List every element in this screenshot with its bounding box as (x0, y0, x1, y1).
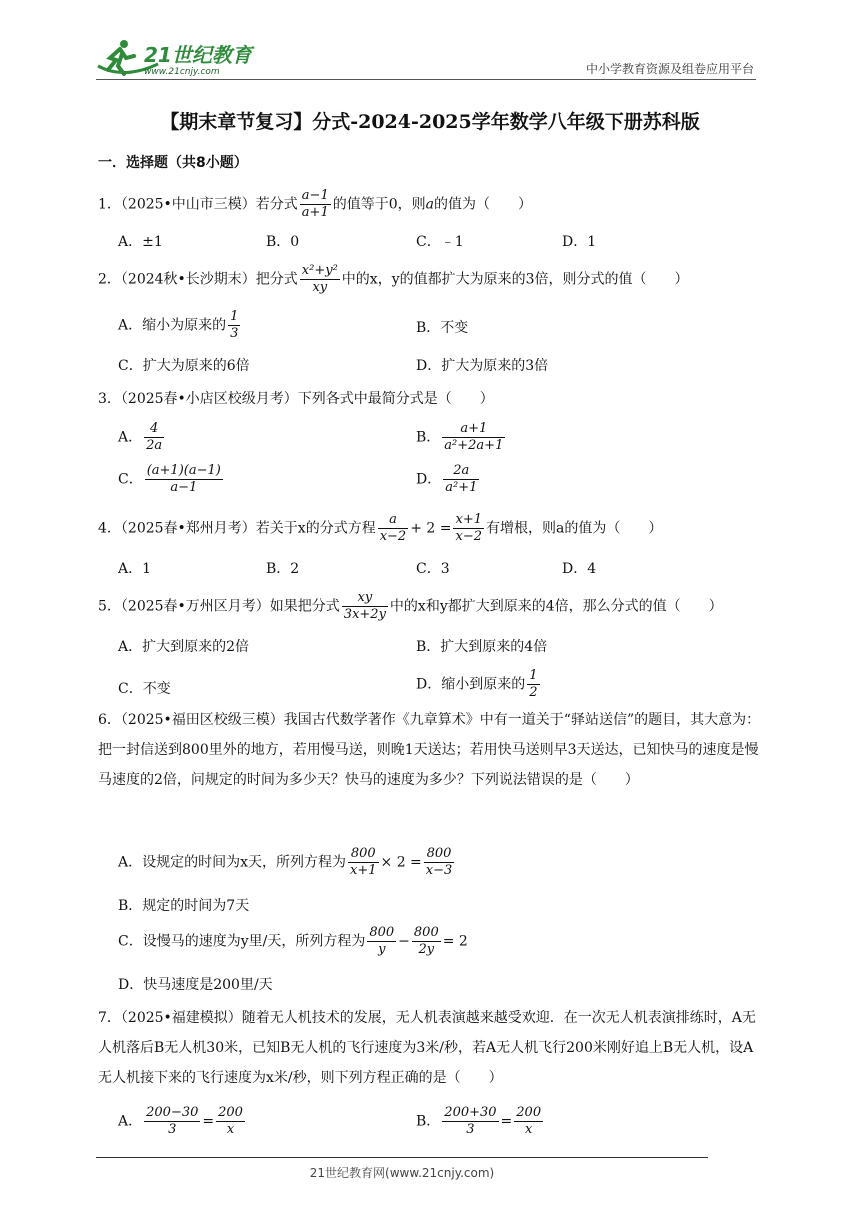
fraction: $\frac{200-30}{3}$ (146, 1105, 199, 1137)
q6-option-c: C．设慢马的速度为y里/天，所列方程为 $\frac{800}{y}$ − $\frac{800}{2y}$ = 2 (118, 925, 468, 957)
question-5: 5．（2025春•万州区月考）如果把分式 $\frac{xy}{3x+2y}$ 中的x和y都扩大到原来的4倍，那么分式的值（ ） (98, 590, 723, 622)
q3-option-c: C． $\frac{(a+1)(a-1)}{a-1}$ (118, 463, 221, 495)
q1-option-a: A．±1 (118, 234, 163, 250)
q5-option-c: C．不变 (118, 681, 171, 697)
q2-option-b: B．不变 (416, 320, 469, 336)
question-6: 6．（2025•福田区校级三模）我国古代数学著作《九章算术》中有一道关于“驿站送信”的题目，其大意为：把一封信送到800里外的地方，若用慢马送，则晚1天送达；若用快马送则早3天送达，已知快马的速度是慢马速度的2倍，问规定的时间为多少天？快马的速度为多少？下列说法错误的是（ ） (98, 712, 761, 788)
header-divider (96, 79, 756, 80)
fraction: $\frac{2a}{\text{a²+1}}$ (445, 463, 478, 495)
fraction: $\frac{800}{2y}$ (413, 925, 439, 957)
fraction: $\frac{200}{x}$ (516, 1105, 542, 1137)
question-1: 1．（2025•中山市三模）若分式 $\frac{a-1}{a+1}$ 的值等于0，则a的值为（ ） (98, 188, 532, 220)
fraction: $\frac{a-1}{a+1}$ (301, 188, 329, 220)
q5-option-a: A．扩大到原来的2倍 (118, 639, 250, 655)
platform-name: 中小学教育资源及组卷应用平台 (585, 62, 754, 76)
footer-divider (96, 1157, 708, 1158)
fraction: $\frac{xy}{3x+2y}$ (343, 590, 386, 622)
site-logo (94, 36, 264, 80)
q2-option-c: C．扩大为原来的6倍 (118, 358, 250, 374)
page-title: 【期末章节复习】分式-2024-2025学年数学八年级下册苏科版 (160, 111, 700, 133)
fraction: $\frac{a}{x-2}$ (379, 512, 407, 544)
fraction: $\frac{a+1}{\text{a²+2a+1}}$ (444, 421, 504, 453)
q5-option-b: B．扩大到原来的4倍 (416, 639, 548, 655)
logo-text: 21世纪教育 (144, 43, 252, 67)
fraction: $\frac{200}{x}$ (218, 1105, 243, 1137)
q1-option-d: D．1 (562, 234, 597, 250)
q4-option-b: B．2 (266, 561, 300, 577)
q5-option-d: D．缩小到原来的 $\frac{1}{2}$ (416, 668, 538, 700)
q4-option-d: D．4 (562, 561, 597, 577)
q2-option-d: D．扩大为原来的3倍 (416, 358, 549, 374)
fraction: $\frac{800}{y}$ (369, 925, 395, 957)
fraction: $\frac{200+30}{3}$ (444, 1105, 497, 1137)
q3-option-b: B． $\frac{a+1}{\text{a²+2a+1}}$ (416, 421, 504, 453)
fraction: $\frac{1}{3}$ (230, 309, 239, 341)
q1-option-c: C．﹣1 (416, 234, 464, 250)
question-7: 7．（2025•福建模拟）随着无人机技术的发展，无人机表演越来越受欢迎．在一次无人机表演排练时，A无人机落后B无人机30米，已知B无人机的飞行速度为3米/秒，若A无人机飞行200米刚好追上B无人机，设A无人机接下来的飞行速度为x米/秒，则下列方程正确的是（ ） (98, 1010, 756, 1086)
question-3: 3．（2025春•小店区校级月考）下列各式中最简分式是（ ） (98, 391, 494, 407)
q3-option-d: D． $\frac{2a}{\text{a²+1}}$ (416, 463, 478, 495)
q4-option-c: C．3 (416, 561, 450, 577)
question-4: 4．（2025春•郑州月考）若关于x的分式方程 $\frac{a}{x-2}$ + 2 = $\frac{x+1}{x-2}$ 有增根，则a的值为（ ） (98, 512, 663, 544)
section-heading: 一．选择题（共8小题） (98, 155, 248, 171)
q1-option-b: B．0 (266, 234, 300, 250)
q6-option-b: B．规定的时间为7天 (118, 898, 250, 914)
q6-option-d: D．快马速度是200里/天 (118, 977, 273, 993)
logo-url: www.21cnjy.com (144, 67, 220, 77)
q6-option-a: A．设规定的时间为x天，所列方程为 $\frac{800}{x+1}$ × 2 = $\frac{800}{x-3}$ (118, 846, 453, 878)
fraction: $\frac{(a+1)(a-1)}{a-1}$ (146, 463, 221, 495)
fraction: $\frac{4}{2a}$ (146, 421, 163, 453)
q2-option-a: A．缩小为原来的 $\frac{1}{3}$ (118, 309, 239, 341)
fraction: $\frac{1}{2}$ (529, 668, 538, 700)
question-2: 2．（2024秋•长沙期末）把分式 $\frac{\text{x²+y²}}{xy}$ 中的x，y的值都扩大为原来的3倍，则分式的值（ ） (98, 263, 689, 295)
fraction: $\frac{\text{x²+y²}}{xy}$ (301, 263, 338, 295)
q7-option-b: B． $\frac{200+30}{3}$ = $\frac{200}{x}$ (416, 1105, 542, 1137)
q3-option-a: A． $\frac{4}{2a}$ (118, 421, 163, 453)
fraction: $\frac{800}{x-3}$ (425, 846, 453, 878)
fraction: $\frac{800}{x+1}$ (350, 846, 377, 878)
fraction: $\frac{x+1}{x-2}$ (455, 512, 482, 544)
footer-text: 21世纪教育网(www.21cnjy.com) (309, 1166, 495, 1180)
q7-option-a: A． $\frac{200-30}{3}$ = $\frac{200}{x}$ (118, 1105, 243, 1137)
q4-option-a: A．1 (118, 561, 152, 577)
